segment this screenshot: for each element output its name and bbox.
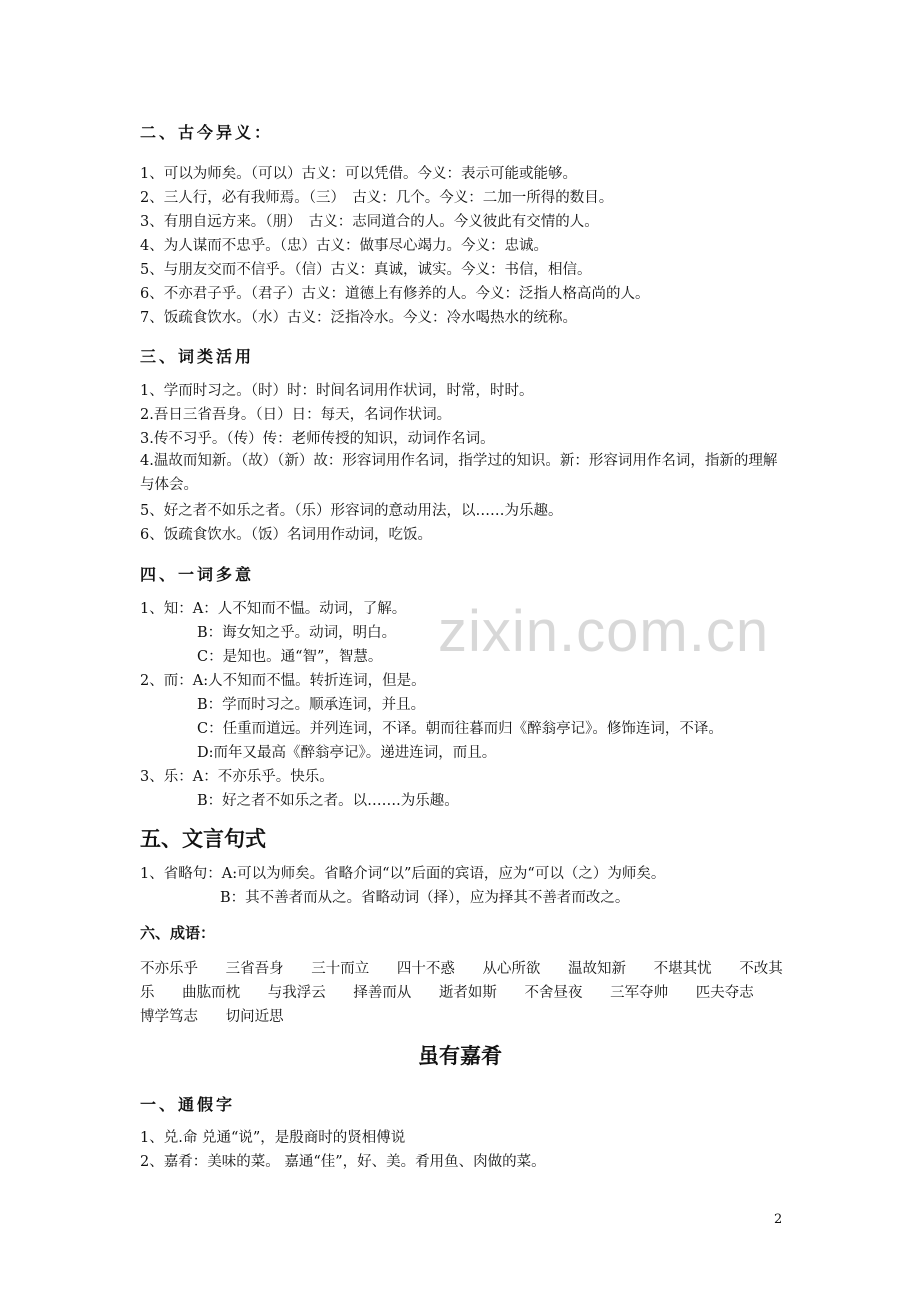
- list-item: 2.吾日三省吾身。（日）日：每天，名词作状词。: [140, 407, 452, 423]
- list-item: 1、学而时习之。（时）时：时间名词用作状词，时常，时时。: [140, 383, 534, 399]
- idiom: 与我浮云: [267, 985, 326, 1001]
- idiom: 逝者如斯: [438, 985, 497, 1001]
- list-item: 2、三人行，必有我师焉。（三） 古义：几个。今义：二加一所得的数目。: [140, 190, 614, 206]
- idiom: 三军夺帅: [610, 985, 669, 1001]
- idiom: 曲肱而枕: [182, 985, 241, 1001]
- idiom: 切问近思: [225, 1009, 284, 1025]
- idiom: 不改其乐: [140, 961, 783, 1001]
- list-item: 4、为人谋而不忠乎。（忠）古义：做事尽心竭力。今义：忠诚。: [140, 238, 548, 254]
- section-heading-sentence-patterns: 五、文言句式: [140, 827, 266, 851]
- idiom: 从心所欲: [482, 961, 541, 977]
- list-item: C：任重而道远。并列连词，不译。朝而往暮而归《醉翁亭记》。修饰连词，不译。: [197, 721, 723, 737]
- list-item: 7、饭疏食饮水。（水）古义：泛指冷水。今义：冷水喝热水的统称。: [140, 310, 577, 326]
- idiom: 不堪其忧: [653, 961, 712, 977]
- list-item: B：好之者不如乐之者。以…….为乐趣。: [197, 793, 459, 809]
- list-item: B：学而时习之。顺承连词，并且。: [197, 697, 426, 713]
- list-item: 4.温故而知新。（故）（新）故：形容词用作名词，指学过的知识。新：形容词用作名词，指新的理解与体会。: [140, 453, 778, 493]
- list-item: 3.传不习乎。（传）传：老师传授的知识，动词作名词。: [140, 431, 495, 447]
- idiom: 匹夫夺志: [695, 985, 754, 1001]
- idiom: 四十不惑: [396, 961, 455, 977]
- section-heading-ancient-modern: 二、古今异义：: [140, 123, 274, 142]
- lesson-title: 虽有嘉肴: [418, 1044, 502, 1068]
- list-item: 1、兑.命 兑通“说”，是殷商时的贤相傅说: [140, 1130, 406, 1146]
- list-item: 6、饭疏食饮水。（饭）名词用作动词，吃饭。: [140, 527, 432, 543]
- section-heading-loan-characters: 一、通假字: [140, 1095, 236, 1114]
- list-item: B：其不善者而从之。省略动词（择），应为择其不善者而改之。: [220, 890, 630, 906]
- watermark: zixin.com.cn: [438, 599, 770, 664]
- page-number: 2: [774, 1212, 783, 1227]
- list-item: C：是知也。通“智”，智慧。: [197, 649, 383, 665]
- idiom: 三十而立: [311, 961, 370, 977]
- list-item: 1、知：A：人不知而不愠。动词，了解。: [140, 601, 407, 617]
- idiom: 博学笃志: [140, 1009, 198, 1025]
- list-item: 5、与朋友交而不信乎。（信）古义：真诚，诚实。今义：书信，相信。: [140, 262, 592, 278]
- list-item: D:而年又最高《醉翁亭记》。递进连词，而且。: [197, 745, 497, 761]
- list-item: 2、嘉肴：美味的菜。 嘉通“佳”，好、美。肴用鱼、肉做的菜。: [140, 1154, 546, 1170]
- list-item: 2、而：A:人不知而不愠。转折连词，但是。: [140, 673, 426, 689]
- idiom: 温故知新: [568, 961, 627, 977]
- list-item: 1、省略句：A:可以为师矣。省略介词“以”后面的宾语，应为“可以（之）为师矣。: [140, 866, 666, 882]
- section-heading-word-class: 三、词类活用: [140, 347, 255, 366]
- list-item: 6、不亦君子乎。（君子）古义：道德上有修养的人。今义：泛指人格高尚的人。: [140, 286, 650, 302]
- list-item: 1、可以为师矣。（可以）古义：可以凭借。今义：表示可能或能够。: [140, 166, 577, 182]
- list-item: 5、好之者不如乐之者。（乐）形容词的意动用法，以……为乐趣。: [140, 503, 563, 519]
- list-item: B：诲女知之乎。动词，明白。: [197, 625, 397, 641]
- section-heading-idioms: 六、成语：: [140, 924, 216, 942]
- list-item: 3、乐：A：不亦乐乎。快乐。: [140, 769, 334, 785]
- idiom-list: [140, 957, 790, 1029]
- idiom: 不舍昼夜: [524, 985, 583, 1001]
- idiom: 择善而从: [353, 985, 412, 1001]
- section-heading-polysemy: 四、一词多意: [140, 565, 255, 584]
- idiom: 不亦乐乎: [140, 961, 198, 977]
- list-item: 3、有朋自远方来。（朋） 古义：志同道合的人。今义彼此有交情的人。: [140, 214, 599, 230]
- idiom: 三省吾身: [225, 961, 284, 977]
